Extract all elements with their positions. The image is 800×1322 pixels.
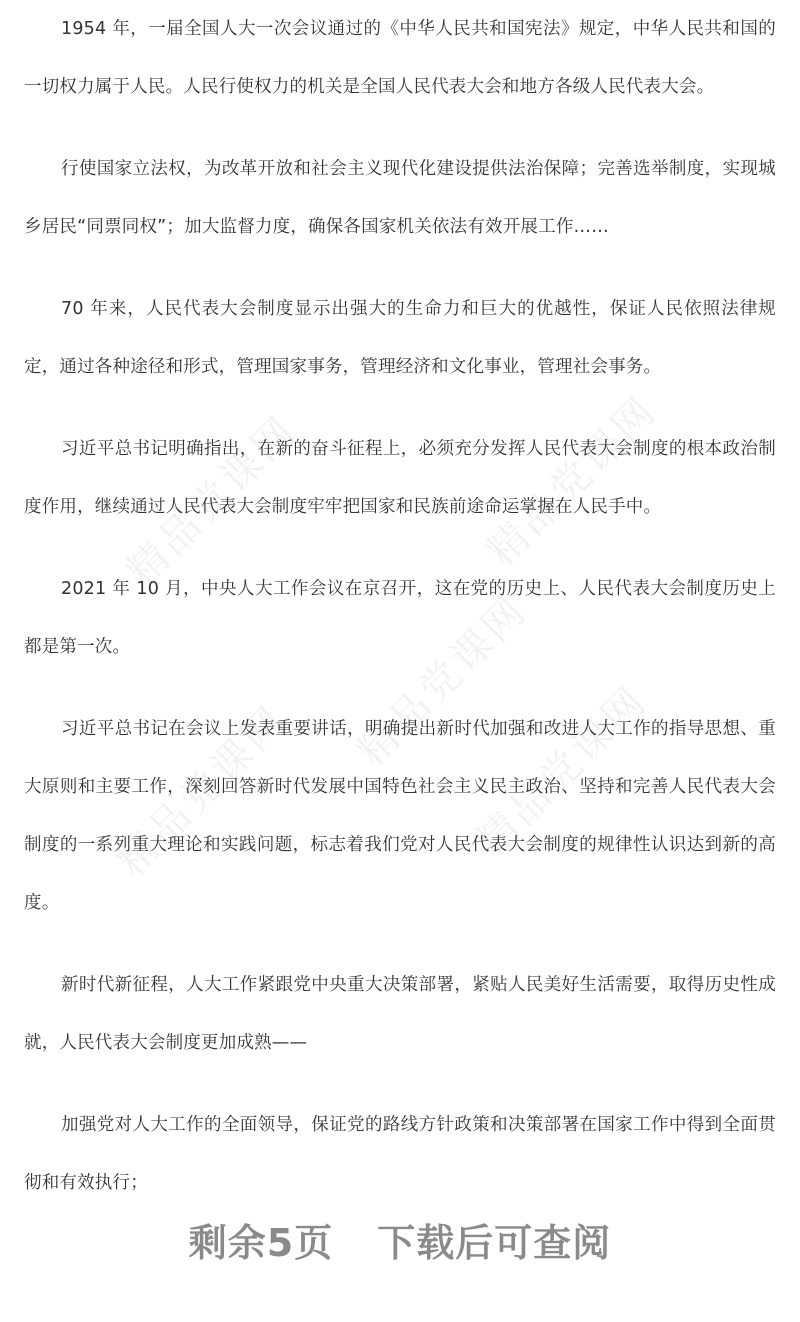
- paragraph-3: 70 年来，人民代表大会制度显示出强大的生命力和巨大的优越性，保证人民依照法律规定，通过各种途径和形式，管理国家事务，管理经济和文化事业，管理社会事务。: [24, 299, 776, 377]
- paragraph-7: 新时代新征程，人大工作紧跟党中央重大决策部署，紧贴人民美好生活需要，取得历史性成就，人民代表大会制度更加成熟——: [24, 975, 776, 1053]
- download-prompt-banner[interactable]: [0, 1212, 800, 1267]
- watermark-text: 精品党课网: [118, 406, 307, 596]
- paragraph-6: 习近平总书记在会议上发表重要讲话，明确提出新时代加强和改进人大工作的指导思想、重大原则和主要工作，深刻回答新时代发展中国特色社会主义民主政治、坚持和完善人民代表大会制度的一系列重大理论和实践问题，标志着我们党对人民代表大会制度的规律性认识达到新的高度。: [24, 719, 776, 913]
- paragraph-8: 加强党对人大工作的全面领导，保证党的路线方针政策和决策部署在国家工作中得到全面贯彻和有效执行；: [24, 1115, 776, 1193]
- remaining-pages-label: 剩余5页: [188, 1221, 334, 1265]
- watermark-text: 精品党课网: [348, 586, 537, 776]
- watermark-text: 精品党课网: [468, 676, 657, 866]
- paragraph-2: 行使国家立法权，为改革开放和社会主义现代化建设提供法治保障；完善选举制度，实现城乡居民“同票同权”；加大监督力度，确保各国家机关依法有效开展工作……: [24, 159, 776, 237]
- watermark-text: 精品党课网: [108, 696, 297, 886]
- paragraph-1: 1954 年，一届全国人大一次会议通过的《中华人民共和国宪法》规定，中华人民共和国的一切权力属于人民。人民行使权力的机关是全国人民代表大会和地方各级人民代表大会。: [24, 19, 776, 97]
- download-to-view-label: 下载后可查阅: [377, 1221, 612, 1265]
- paragraph-5: 2021 年 10 月，中央人大工作会议在京召开，这在党的历史上、人民代表大会制度历史上都是第一次。: [24, 579, 776, 657]
- document-body: [24, 0, 776, 1212]
- paragraph-4: 习近平总书记明确指出，在新的奋斗征程上，必须充分发挥人民代表大会制度的根本政治制度作用，继续通过人民代表大会制度牢牢把国家和民族前途命运掌握在人民手中。: [24, 439, 776, 517]
- watermark-text: 精品党课网: [478, 386, 667, 576]
